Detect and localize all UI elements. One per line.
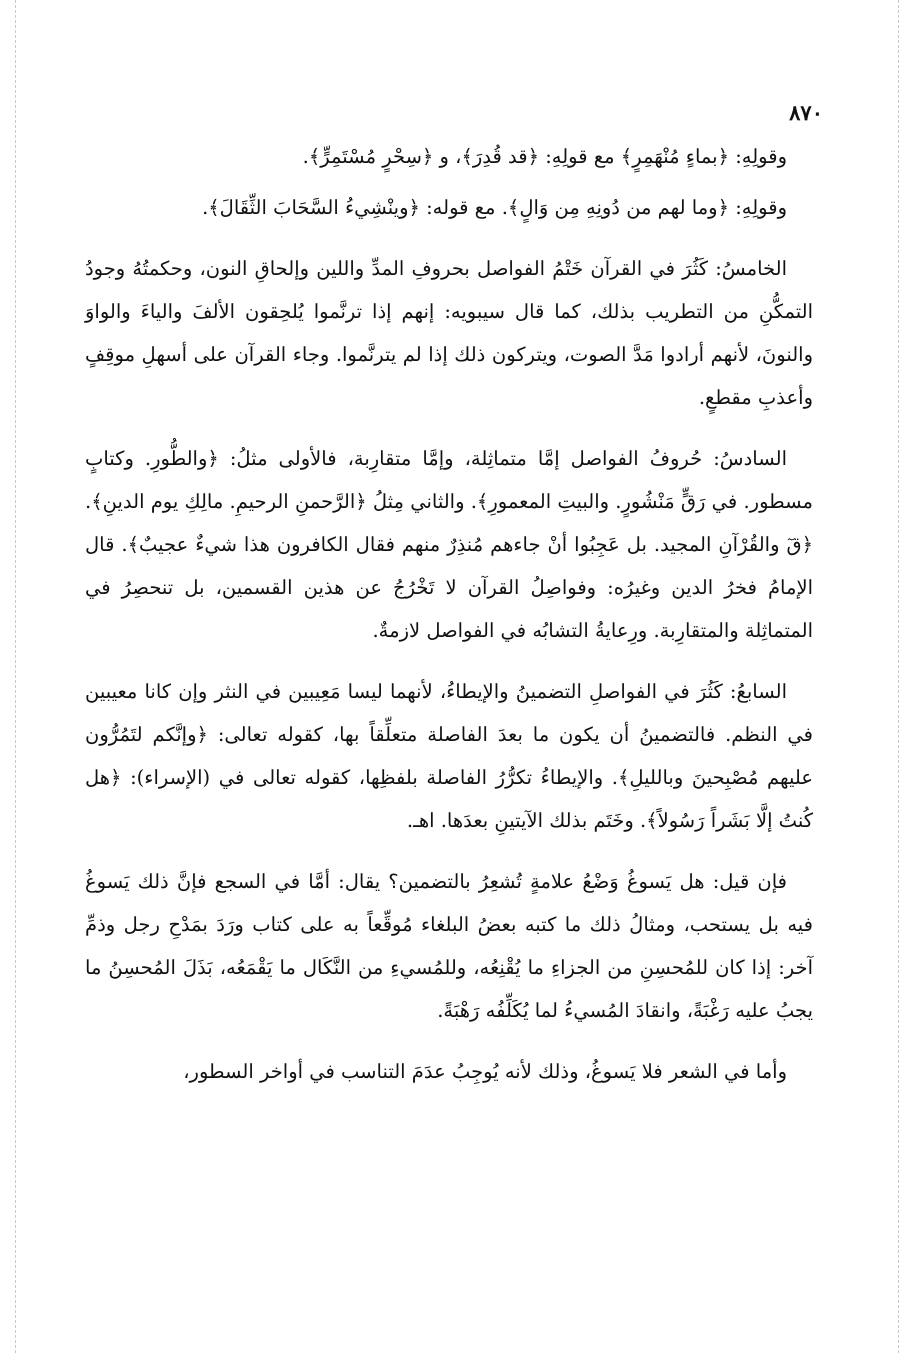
paragraph-verse-examples-2: وقولِهِ: ﴿وما لهم من دُونِهِ مِن وَالٍ﴾. مع قوله: ﴿وينْشِيءُ السَّحَابَ الثِّقَالَ﴾. (202, 196, 787, 219)
page-number: ٨٧٠ (789, 100, 823, 125)
margin-guide-left (15, 0, 16, 1353)
paragraph-question: فإن قيل: هل يَسوغُ وَضْعُ علامةٍ تُشعِرُ بالتضمين؟ يقال: أمَّا في السجع فإنَّ ذلك يَسوغُ فيه بل يستحب، ومثالُ ذلك ما كتبه بعضُ البلغاء مُوقِّعاً به على كتاب ورَدَ بمَدْحِ رجل وذمِّ آخر: إذا كان للمُحسِنِ من الجزاءِ ما يُقْنِعُه، وللمُسيءِ من النَّكَال ما يَقْمَعُه، بَذَلَ المُحسِنُ ما يجبُ عليه رَغْبَةً، وانقادَ المُسيءُ لما يُكَلِّفُه رَهْبَةً. (85, 870, 813, 1022)
margin-guide-right (898, 0, 899, 1353)
paragraph-fifth: الخامسُ: كَثُرَ في القرآن خَتْمُ الفواصل بحروفِ المدِّ واللين وإلحاقِ النون، وحكمتُهُ وجودُ التمكُّنِ من التطريب بذلك، كما قال سيبويه: إنهم إذا ترنَّموا يُلحِقون الألفَ والياءَ والواوَ والنونَ، لأنهم أرادوا مَدَّ الصوت، ويتركون ذلك إذا لم يترنَّموا. وجاء القرآن على أسهلِ موقِفٍ وأعذبِ مقطعٍ. (85, 257, 813, 409)
text-body (85, 135, 813, 1111)
paragraph-sixth: السادسُ: حُروفُ الفواصل إمَّا متماثِلة، وإمَّا متقارِبة، فالأولى مثلُ: ﴿والطُّورِ. وكتابٍ مسطور. في رَقٍّ مَنْشُورٍ. والبيتِ المعمورِ﴾. والثاني مِثلُ ﴿الرَّحمنِ الرحيمِ. مالِكِ يوم الدينِ﴾. ﴿قٓ والقُرْآنِ المجيد. بل عَجِبُوا أنْ جاءهم مُنذِرٌ منهم فقال الكافرون هذا شيءٌ عجيبٌ﴾. قال الإمامُ فخرُ الدين وغيرُه: وفواصِلُ القرآن لا تَخْرُجُ عن هذين القسمين، بل تنحصِرُ في المتماثِلة والمتقارِبة. ورِعايةُ التشابُه في الفواصل لازمةٌ. (85, 447, 813, 642)
paragraph-verse-examples-1: وقولِهِ: ﴿بماءٍ مُنْهَمِرٍ﴾ مع قولِهِ: ﴿قد قُدِرَ﴾، و ﴿سِحْرٍ مُسْتَمِرٍّ﴾. (302, 145, 787, 168)
paragraph-poetry: وأما في الشعر فلا يَسوغُ، وذلك لأنه يُوجِبُ عدَمَ التناسب في أواخر السطور، (183, 1060, 787, 1083)
paragraph-seventh: السابعُ: كَثُرَ في الفواصلِ التضمينُ والإيطاءُ، لأنهما ليسا مَعِيبين في النثر وإن كانا معيبين في النظم. فالتضمينُ أن يكون ما بعدَ الفاصلة متعلِّقاً بها، كقوله تعالى: ﴿وإنَّكم لتَمُرُّون عليهم مُصْبِحينَ وبالليلِ﴾. والإيطاءُ تكرُّرُ الفاصلة بلفظِها، كقوله تعالى في (الإسراء): ﴿هل كُنتُ إلَّا بَشَراً رَسُولاً﴾. وخَتَم بذلك الآيتينِ بعدَها. اهـ. (85, 680, 813, 832)
